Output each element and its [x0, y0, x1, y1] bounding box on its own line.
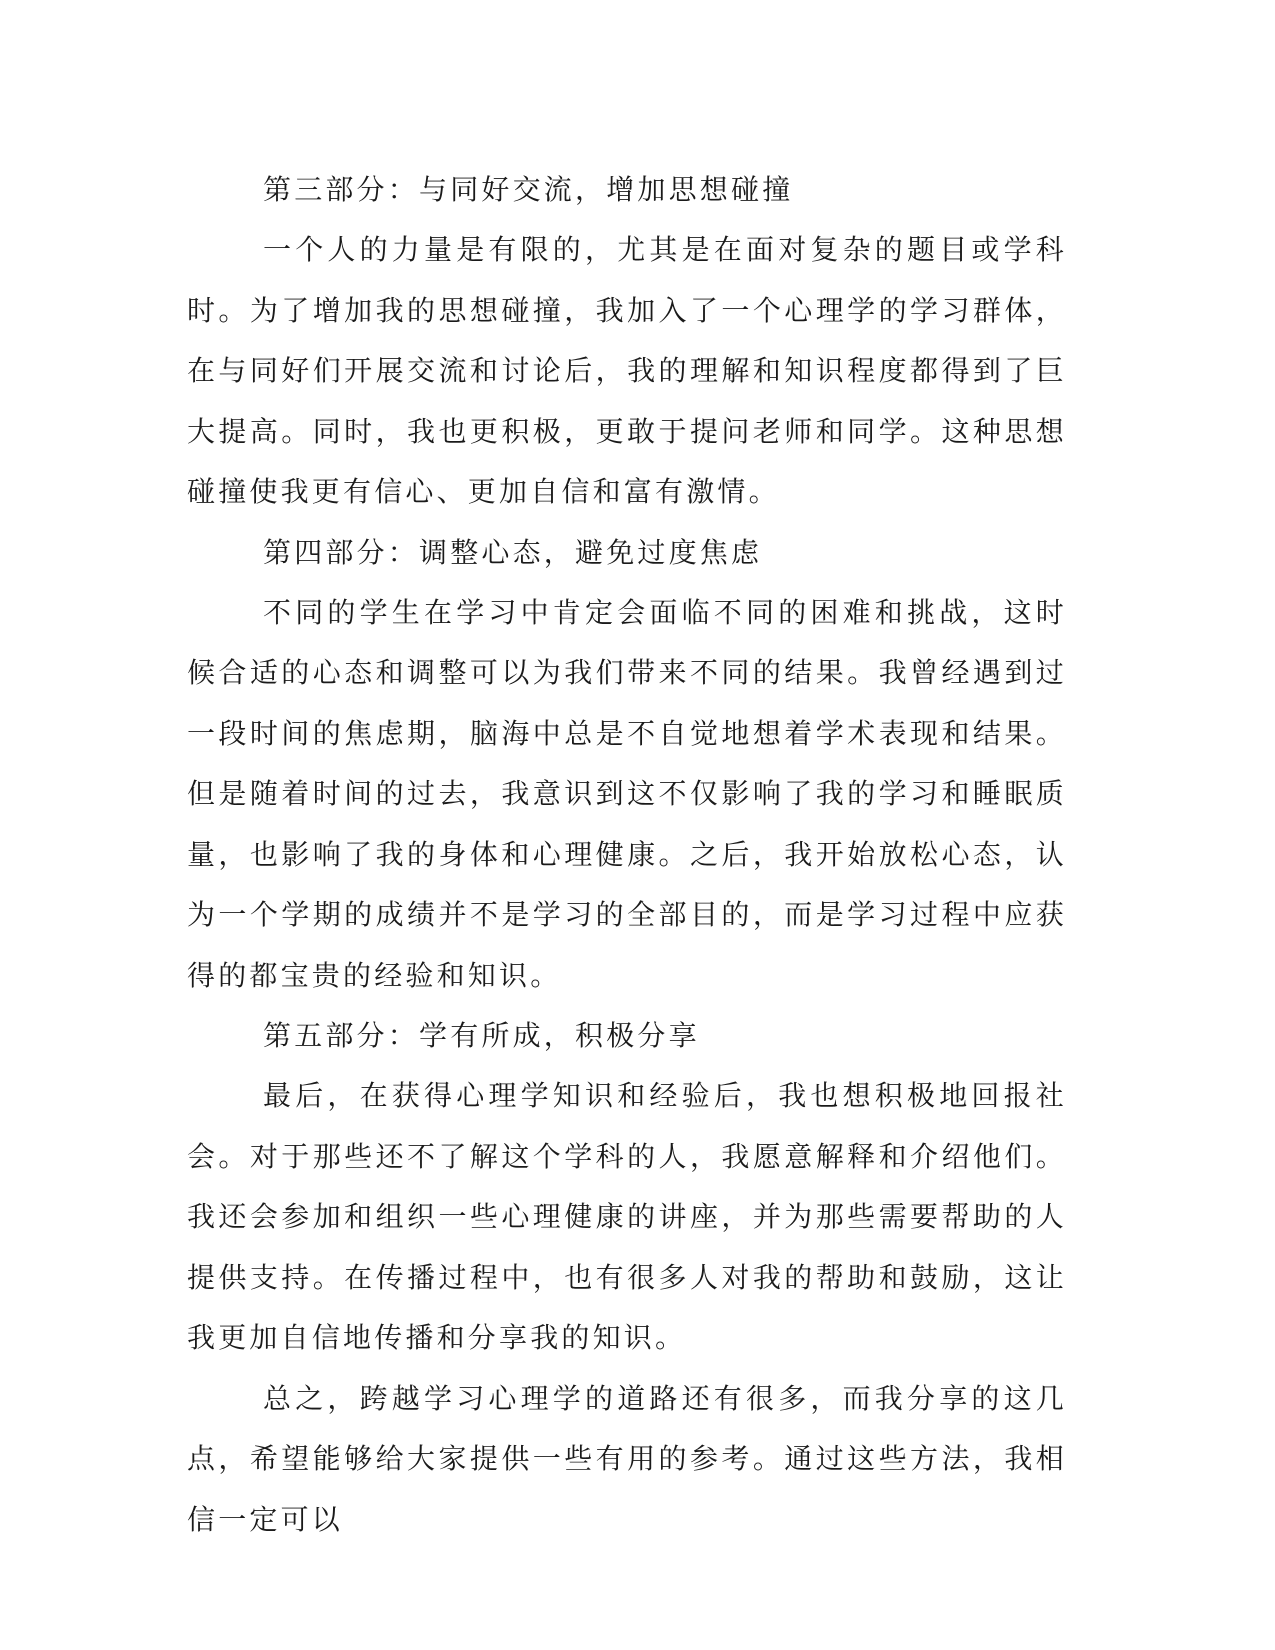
section-4-heading: 第四部分：调整心态，避免过度焦虑: [263, 535, 763, 569]
section-5-paragraph: 最后，在获得心理学知识和经验后，我也想积极地回报社会。对于那些还不了解这个学科的人，我愿意解释和介绍他们。我还会参加和组织一些心理健康的讲座，并为那些需要帮助的人提供支持。在传播过程中，也有很多人对我的帮助和鼓励，这让我更加自信地传播和分享我的知识。: [187, 1079, 1067, 1354]
section-4-paragraph: 不同的学生在学习中肯定会面临不同的困难和挑战，这时候合适的心态和调整可以为我们带来不同的结果。我曾经遇到过一段时间的焦虑期，脑海中总是不自觉地想着学术表现和结果。但是随着时间的过去，我意识到这不仅影响了我的学习和睡眠质量，也影响了我的身体和心理健康。之后，我开始放松心态，认为一个学期的成绩并不是学习的全部目的，而是学习过程中应获得的都宝贵的经验和知识。: [187, 595, 1067, 992]
section-3-heading: 第三部分：与同好交流，增加思想碰撞: [263, 173, 794, 206]
section-3-paragraph: 一个人的力量是有限的，尤其是在面对复杂的题目或学科时。为了增加我的思想碰撞，我加入了一个心理学的学习群体，在与同好们开展交流和讨论后，我的理解和知识程度都得到了巨大提高。同时，我也更积极，更敢于提问老师和同学。这种思想碰撞使我更有信心、更加自信和富有激情。: [187, 233, 1067, 508]
document-body: [187, 160, 1067, 1550]
section-5-heading: 第五部分：学有所成，积极分享: [263, 1019, 700, 1052]
conclusion-paragraph: 总之，跨越学习心理学的道路还有很多，而我分享的这几点，希望能够给大家提供一些有用的参考。通过这些方法，我相信一定可以: [187, 1381, 1067, 1536]
